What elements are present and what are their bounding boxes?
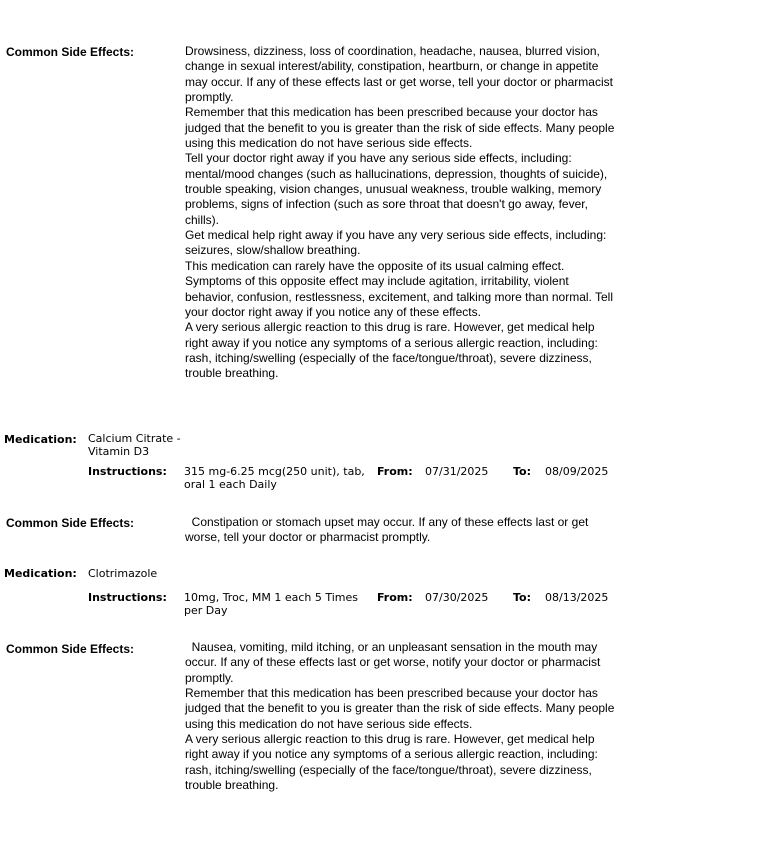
to-date: 08/09/2025 xyxy=(545,465,609,478)
side-effects-text xyxy=(185,515,615,546)
instructions-value: 10mg, Troc, MM 1 each 5 Times per Day xyxy=(184,591,358,617)
side-effects-paragraph: Get medical help right away if you have any very serious side effects, including: seizures, slow/shallow breathing. xyxy=(185,228,610,258)
side-effects-paragraph: Drowsiness, dizziness, loss of coordination, headache, nausea, blurred vision, change in sexual interest/ability, constipation, heartburn, or change in appetite may occur. If any of these effects last or get worse, tell your doctor or pharmacist promptly. xyxy=(185,44,617,105)
instructions-label: Instructions: xyxy=(88,591,167,604)
side-effects-paragraph: Remember that this medication has been prescribed because your doctor has judged that the benefit to you is greater than the risk of side effects. Many people using this medication do not have serious side effects. xyxy=(185,105,618,151)
medication-label: Medication: xyxy=(4,433,77,446)
from-date: 07/30/2025 xyxy=(425,591,489,604)
instructions-value: 315 mg-6.25 mcg(250 unit), tab, oral 1 each Daily xyxy=(184,465,365,491)
to-date: 08/13/2025 xyxy=(545,591,609,604)
side-effects-text xyxy=(185,640,618,793)
instructions-label: Instructions: xyxy=(88,465,167,478)
side-effects-paragraph: Tell your doctor right away if you have any serious side effects, including: mental/mood changes (such as hallucinations, depression, thoughts of suicide), trouble speaking, vision changes, unusual weakness, trouble walking, memory problems, signs of infection (such as sore throat that doesn't go away, fever, chills). xyxy=(185,151,611,227)
from-date: 07/31/2025 xyxy=(425,465,489,478)
from-label: From: xyxy=(377,465,413,478)
side-effects-paragraph: Remember that this medication has been prescribed because your doctor has judged that the benefit to you is greater than the risk of side effects. Many people using this medication do not have serious side effects. xyxy=(185,686,618,731)
side-effects-label: Common Side Effects: xyxy=(6,516,135,530)
side-effects-paragraph: A very serious allergic reaction to this drug is rare. However, get medical help right away if you notice any symptoms of a serious allergic reaction, including: rash, itching/swelling (especially of the face/tongue/throat), severe dizziness, trouble breathing. xyxy=(185,732,602,793)
side-effects-paragraph: A very serious allergic reaction to this drug is rare. However, get medical help right away if you notice any symptoms of a serious allergic reaction, including: rash, itching/swelling (especially of the face/tongue/throat), severe dizziness, trouble breathing. xyxy=(185,320,602,381)
medication-name: Calcium Citrate -Vitamin D3 xyxy=(88,432,181,458)
side-effects-label: Common Side Effects: xyxy=(6,45,135,59)
side-effects-label: Common Side Effects: xyxy=(6,642,135,656)
to-label: To: xyxy=(513,465,531,478)
medication-label: Medication: xyxy=(4,567,77,580)
to-label: To: xyxy=(513,591,531,604)
side-effects-paragraph: Nausea, vomiting, mild itching, or an unpleasant sensation in the mouth may occur. If any of these effects last or get worse, notify your doctor or pharmacist promptly. xyxy=(185,640,604,685)
side-effects-text xyxy=(185,44,618,382)
side-effects-paragraph: Constipation or stomach upset may occur. If any of these effects last or get worse, tell your doctor or pharmacist promptly. xyxy=(185,515,592,545)
side-effects-paragraph: This medication can rarely have the opposite of its usual calming effect. Symptoms of this opposite effect may include agitation, irritability, violent behavior, confusion, restlessness, excitement, and talking more than normal. Tell your doctor right away if you notice any of these effects. xyxy=(185,258,617,319)
from-label: From: xyxy=(377,591,413,604)
medication-name: Clotrimazole xyxy=(88,567,158,580)
